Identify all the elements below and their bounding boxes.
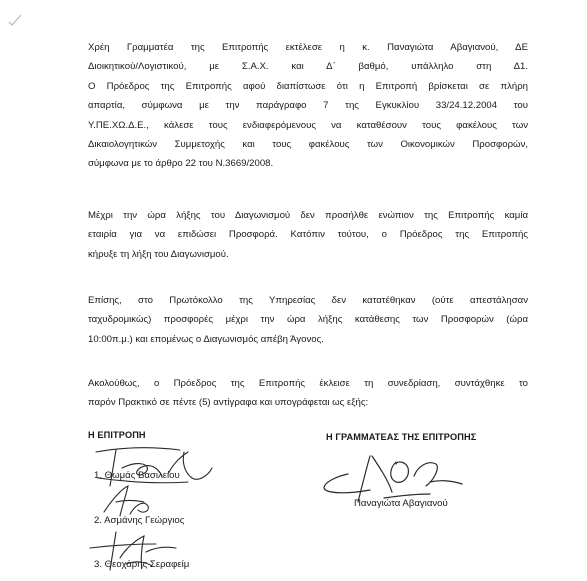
committee-member-1: 1. Θωμάς Βασιλείου [94, 470, 180, 481]
signature-member-2 [98, 484, 156, 518]
text-line: Μέχρι την ώρα λήξης του Διαγωνισμού δεν προσήλθε ενώπιον της Επιτροπής καμία [88, 210, 528, 221]
text-line: εταιρία για να επιδώσει Προσφορά. Κατόπιν τούτου, ο Πρόεδρος της Επιτροπής [88, 229, 528, 241]
signature-member-1 [88, 438, 218, 490]
check-mark-icon [8, 14, 22, 26]
text-line: 10:00π.μ.) και επομένως ο Διαγωνισμός απέβη Άγονος. [88, 333, 324, 345]
text-line: παρόν Πρακτικό σε πέντε (5) αντίγραφα και υπογράφεται ως εξής: [88, 397, 369, 409]
secretary-name: Παναγιώτα Αβαγιανού [354, 498, 448, 509]
text-line: Ο Πρόεδρος της Επιτροπής αφού διαπίστωσε ότι η Επιτροπή βρίσκεται σε πλήρη [88, 80, 528, 92]
committee-heading: Η ΕΠΙΤΡΟΠΗ [88, 430, 146, 440]
text-line: Υ.ΠΕ.ΧΩ.Δ.Ε., κάλεσε τους ενδιαφερόμενους να καταθέσουν τους φακέλους των [88, 119, 528, 131]
paragraph-closing [88, 374, 528, 413]
text-line: Χρέη Γραμματέα της Επιτροπής εκτέλεσε η κ. Παναγιώτα Αβαγιανού, ΔΕ [88, 42, 528, 53]
text-line: Διοικητικού/Λογιστικού, με Σ.Α.Χ. και Δ΄ βαθμό, υπάλληλο στη Δ1. [88, 61, 528, 73]
paragraph-secretary-and-opening [88, 38, 528, 174]
text-line: ταχυδρομικώς) προσφορές μέχρι την ώρα λήξης κατάθεσης των Προσφορών (ώρα [88, 314, 528, 326]
text-line: Επίσης, στο Πρωτόκολλο της Υπηρεσίας δεν κατατέθηκαν (ούτε απεστάλησαν [88, 295, 528, 306]
committee-member-2: 2. Ασμάνης Γεώργιος [94, 515, 185, 526]
paragraph-no-bidders [88, 206, 528, 264]
signature-secretary [318, 446, 468, 506]
text-line: απαρτία, σύμφωνα με την παράγραφο 7 της Εγκυκλίου 33/24.12.2004 του [88, 100, 528, 112]
text-line: κήρυξε τη λήξη του Διαγωνισμού. [88, 248, 229, 260]
text-line: Δικαιολογητικών Συμμετοχής και τους φακέλους των Οικονομικών Προσφορών, [88, 139, 528, 151]
paragraph-no-postal-offers [88, 291, 528, 349]
committee-member-3: 3. Θεοχάρης Σεραφείμ [94, 559, 190, 570]
text-line: Ακολούθως, ο Πρόεδρος της Επιτροπής έκλεισε τη συνεδρίαση, συντάχθηκε το [88, 378, 528, 389]
secretary-heading: Η ΓΡΑΜΜΑΤΕΑΣ ΤΗΣ ΕΠΙΤΡΟΠΗΣ [326, 432, 477, 442]
text-line: σύμφωνα με το άρθρο 22 του Ν.3669/2008. [88, 158, 274, 170]
